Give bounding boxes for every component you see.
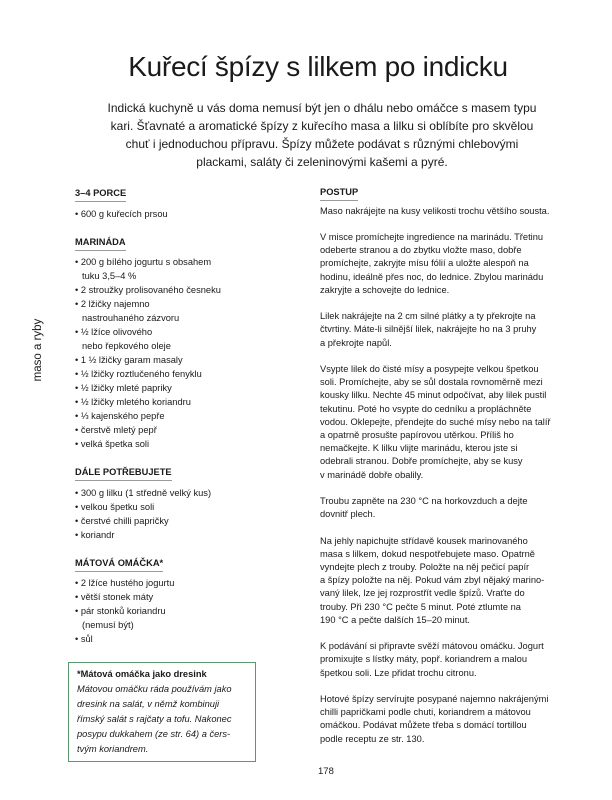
ingredient-item: • velká špetka soli <box>75 439 150 449</box>
method-line: v marinádě dobře obalily. <box>320 469 424 480</box>
method-line: vaný lilek, lze jej rozprostřít vedle špízů. Vraťte do <box>320 588 525 599</box>
note-box <box>68 662 256 762</box>
method-line: Hotové špízy servírujte posypané najemno nakrájenými <box>320 693 549 704</box>
note-body <box>77 682 247 757</box>
note-line: římský salát s rajčaty a tofu. Nakonec <box>77 714 232 724</box>
ingredient-item: nastrouhaného zázvoru <box>82 313 180 323</box>
method-line: zakryjte a schovejte do lednice. <box>320 284 450 295</box>
method-line: odeberte stranou a do zbytku vložte maso, dobře <box>320 245 522 256</box>
section-heading: MÁTOVÁ OMÁČKA* <box>75 557 163 572</box>
ingredient-section <box>75 556 295 647</box>
section-heading-wrap <box>75 186 295 207</box>
ingredient-item: • větší stonek máty <box>75 592 154 602</box>
method-line: Na jehly napichujte střídavě kousek marinovaného <box>320 535 528 546</box>
section-heading: DÁLE POTŘEBUJETE <box>75 466 172 481</box>
ingredient-item: • velkou špetku soli <box>75 501 155 512</box>
recipe-title: Kuřecí špízy s lilkem po indicku <box>128 51 508 82</box>
section-label: maso a ryby <box>32 318 44 382</box>
ingredient-item: (nemusí být) <box>82 620 134 630</box>
method-line: kousky lilku. Nechte 45 minut odpočívat, aby lilek pustil <box>320 390 547 401</box>
method-step <box>320 640 595 680</box>
note-line: dresink na salát, v němž kombinuji <box>77 699 220 709</box>
intro-line: chuť i jednoduchou přípravu. Špízy můžete podávat s různými chlebovými <box>125 137 519 151</box>
method-line: V misce promíchejte ingredience na marinádu. Třetinu <box>320 231 544 242</box>
method-line: a opatrně prosušte papírovou utěrkou. Příliš ho <box>320 429 514 440</box>
method-line: dovnitř plech. <box>320 509 376 520</box>
note-title: *Mátová omáčka jako dresink <box>77 669 207 679</box>
section-heading: 3–4 PORCE <box>75 187 126 202</box>
method-line: promíchejte, zakryjte mísu fólií a uložte alespoň na <box>320 258 529 269</box>
ingredient-item: • ½ lžičky mleté papriky <box>75 383 172 393</box>
intro-line: plackami, saláty či zeleninovými kašemi a pyré. <box>196 155 448 169</box>
method-line: K podávání si připravte svěží mátovou omáčku. Jogurt <box>320 641 544 652</box>
ingredient-item: • pár stonků koriandru <box>75 606 166 616</box>
ingredient-item: • 300 g lilku (1 středně velký kus) <box>75 487 212 498</box>
method-heading: POSTUP <box>320 186 358 201</box>
ingredient-item: • ⅓ kajenského pepře <box>75 411 165 421</box>
intro <box>62 99 582 171</box>
method-step <box>320 535 595 627</box>
method-line: vyndejte plech z trouby. Položte na něj pečicí papír <box>320 561 530 572</box>
method-line: tekutinu. Poté ho vsypte do cedníku a propláchněte <box>320 403 532 414</box>
method-line: trouby. Při 230 °C pečte 5 minut. Poté ztlumte na <box>320 601 521 612</box>
ingredient-item: • koriandr <box>75 529 115 540</box>
section-heading-wrap <box>75 556 295 577</box>
method-column <box>320 186 595 746</box>
ingredient-item: • 600 g kuřecích prsou <box>75 208 168 219</box>
section-heading-wrap <box>75 465 295 486</box>
ingredient-item: • ½ lžíce olivového <box>75 327 153 337</box>
method-step <box>320 205 595 218</box>
ingredient-item: tuku 3,5–4 % <box>82 271 137 281</box>
method-line: Troubu zapněte na 230 °C na horkovzduch a dejte <box>320 495 528 506</box>
note-line: posypu dukkahem (ze str. 64) a čers- <box>77 729 231 739</box>
method-line: promixujte s lístky máty, popř. koriandrem a malou <box>320 654 528 665</box>
note-line: tvým koriandrem. <box>77 744 149 754</box>
method-steps <box>320 205 595 746</box>
method-line: podle receptu ze str. 130. <box>320 733 425 744</box>
ingredient-item: • ½ lžičky mletého koriandru <box>75 397 191 407</box>
page-number: 178 <box>318 766 334 777</box>
ingredient-item: • 1 ½ lžičky garam masaly <box>75 355 183 365</box>
method-line: omáčkou. Podávat můžete třeba s domácí tortillou <box>320 720 527 731</box>
method-line: odebrali stranou. Dobře promíchejte, aby se kusy <box>320 456 523 467</box>
method-step <box>320 310 595 350</box>
method-line: Maso nakrájejte na kusy velikosti trochu většího sousta. <box>320 205 550 216</box>
method-step <box>320 363 595 482</box>
ingredient-item: nebo řepkového oleje <box>82 341 171 351</box>
ingredient-section <box>75 235 295 452</box>
method-step <box>320 495 595 521</box>
method-line: Lilek nakrájejte na 2 cm silné plátky a ty překrojte na <box>320 311 536 322</box>
section-heading: MARINÁDA <box>75 236 126 251</box>
ingredient-item: • čerstvé chilli papričky <box>75 515 169 526</box>
section-heading-wrap <box>75 235 295 256</box>
method-line: čtvrtiny. Máte-li silnější lilek, nakrájejte ho na 3 pruhy <box>320 324 537 335</box>
ingredient-item: • 2 stroužky prolisovaného česneku <box>75 285 221 295</box>
ingredient-item: • 200 g bílého jogurtu s obsahem <box>75 257 212 267</box>
method-line: a překrojte napůl. <box>320 337 392 348</box>
intro-line: Indická kuchyně u vás doma nemusí být jen o dhálu nebo omáčce s masem typu <box>107 101 537 115</box>
method-line: hodinu, ideálně přes noc, do lednice. Zbylou marinádu <box>320 271 544 282</box>
method-line: Vsypte lilek do čisté mísy a posypejte velkou špetkou <box>320 363 539 374</box>
method-line: chilli papričkami podle chuti, koriandrem a mátovou <box>320 707 531 718</box>
ingredient-section <box>75 465 295 542</box>
ingredient-item: • 2 lžíce hustého jogurtu <box>75 578 175 588</box>
ingredients-column <box>75 186 295 646</box>
method-line: nemačkejte. K lilku vlijte marinádu, kterou jste si <box>320 443 518 454</box>
ingredient-item: • ½ lžičky roztlučeného fenyklu <box>75 369 202 379</box>
ingredient-item: • čerstvě mletý pepř <box>75 425 157 435</box>
ingredient-item: • sůl <box>75 634 93 644</box>
ingredient-item: • 2 lžičky najemno <box>75 299 150 309</box>
note-line: Mátovou omáčku ráda používám jako <box>77 684 232 694</box>
method-line: a špízy položte na něj. Pokud vám zbyl nějaký marino- <box>320 575 545 586</box>
method-line: vodou. Oklepejte, přendejte do suché mísy nebo na talíř <box>320 416 551 427</box>
method-step <box>320 693 595 746</box>
method-line: masa s lilkem, dokud nespotřebujete maso. Opatrně <box>320 548 535 559</box>
intro-line: kari. Šťavnaté a aromatické špízy z kuřecího masa a lilku si oblíbíte pro skvělou <box>110 119 534 133</box>
method-step <box>320 231 595 297</box>
method-line: soli. Promíchejte, aby se sůl dostala rovnoměrně mezi <box>320 377 543 388</box>
method-line: špetkou soli. Lze přidat trochu citronu. <box>320 667 477 678</box>
method-line: 190 °C a pečte dalších 15–20 minut. <box>320 614 470 625</box>
ingredient-section <box>75 186 295 221</box>
